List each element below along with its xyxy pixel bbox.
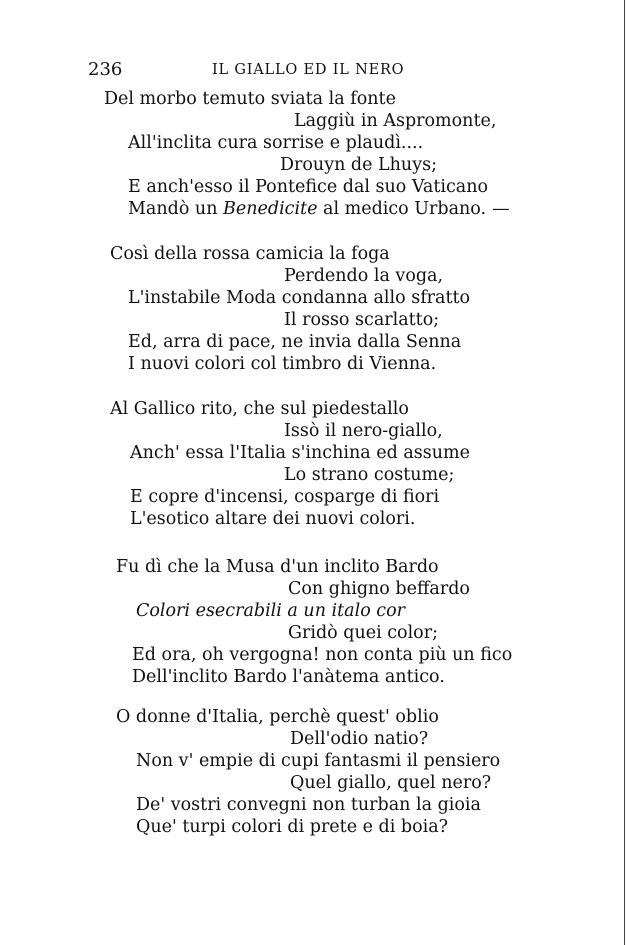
stanza4-line5: Ed ora, oh vergogna! non conta più un fico — [132, 645, 513, 665]
stanza2-line1: Così della rossa camicia la foga — [110, 244, 390, 264]
page-edge-line — [624, 0, 625, 945]
stanza4-line4: Gridò quei color; — [288, 623, 438, 643]
stanza2-line4: Il rosso scarlatto; — [284, 310, 440, 330]
stanza2-line3: L'instabile Moda condanna allo sfratto — [128, 288, 471, 308]
stanza1-line6 — [128, 198, 510, 220]
running-title: IL GIALLO ED IL NERO — [212, 62, 405, 78]
stanza4-line1: Fu dì che la Musa d'un inclito Bardo — [116, 557, 439, 577]
stanza1-line4: Drouyn de Lhuys; — [280, 155, 437, 175]
stanza3-line2: Issò il nero-giallo, — [284, 421, 443, 441]
stanza3-line3: Anch' essa l'Italia s'inchina ed assume — [130, 443, 470, 463]
stanza4-line2: Con ghigno beffardo — [288, 579, 470, 599]
stanza4-line3-italic: Colori esecrabili a un italo cor — [136, 601, 405, 621]
stanza5-line3: Non v' empie di cupi fantasmi il pensiero — [136, 751, 501, 771]
stanza4-line6: Dell'inclito Bardo l'anàtema antico. — [132, 667, 445, 687]
stanza1-line5: E anch'esso il Pontefice dal suo Vaticano — [128, 177, 489, 197]
closing-dash: — — [492, 199, 510, 219]
stanza3-line1: Al Gallico rito, che sul piedestallo — [110, 399, 409, 419]
stanza1-line6-end: al medico Urbano. — [317, 199, 487, 219]
stanza2-line5: Ed, arra di pace, ne invia dalla Senna — [128, 332, 462, 352]
stanza5-line1: O donne d'Italia, perchè quest' oblio — [116, 707, 439, 727]
benedicite-italic: Benedicite — [223, 199, 318, 219]
stanza1-line6-text: Mandò un — [128, 199, 224, 219]
stanza5-line5: De' vostri convegni non turban la gioia — [136, 795, 481, 815]
stanza3-line6: L'esotico altare dei nuovi colori. — [130, 509, 416, 529]
stanza1-line3: All'inclita cura sorrise e plaudì.... — [128, 133, 424, 153]
stanza3-line5: E copre d'incensi, cosparge di fiori — [130, 487, 440, 507]
stanza1-line2: Laggiù in Aspromonte, — [294, 111, 497, 131]
stanza2-line6: I nuovi colori col timbro di Vienna. — [128, 354, 437, 374]
stanza1-line1: Del morbo temuto sviata la fonte — [104, 89, 396, 109]
stanza2-line2: Perdendo la voga, — [284, 266, 444, 286]
stanza5-line6: Que' turpi colori di prete e di boia? — [136, 817, 449, 837]
stanza5-line4: Quel giallo, quel nero? — [290, 773, 492, 793]
page-number: 236 — [88, 59, 123, 80]
stanza5-line2: Dell'odio natio? — [290, 729, 429, 749]
stanza3-line4: Lo strano costume; — [284, 465, 455, 485]
